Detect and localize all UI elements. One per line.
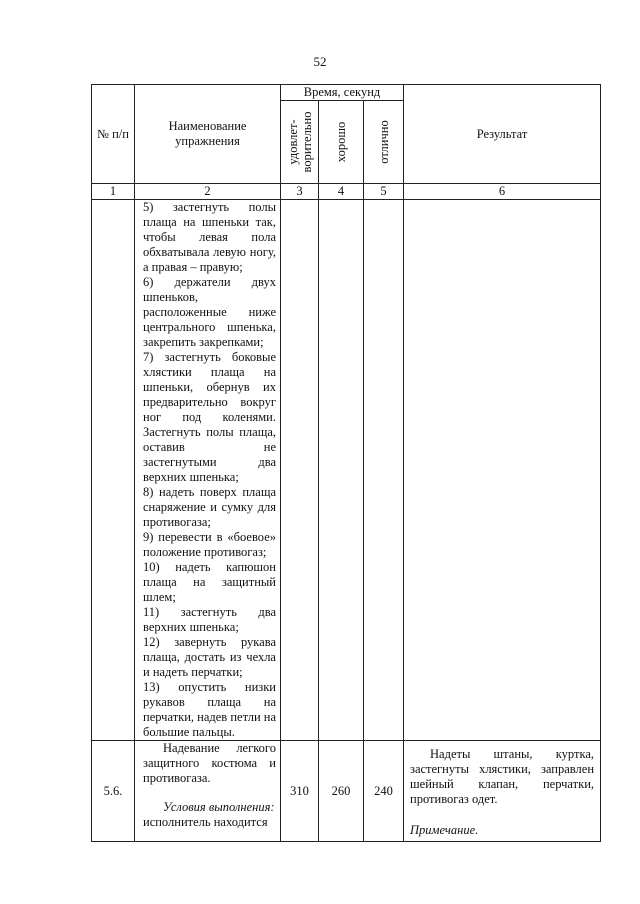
step-item: 8) надеть поверх плаща снаряжение и сумку для противогаза;	[143, 485, 276, 529]
row-num: 5.6.	[92, 741, 135, 842]
header-result: Результат	[404, 85, 601, 184]
step-item: 12) завернуть рукава плаща, достать из чехла и надеть перчатки;	[143, 635, 276, 679]
column-number: 3	[281, 184, 319, 200]
result-text: Надеты штаны, куртка, застегнуты хлястики, заправлен шейный клапан, перчатки, противогаз одет.	[410, 747, 595, 806]
header-excellent: отлично	[364, 101, 404, 184]
column-number: 4	[319, 184, 364, 200]
step-item: 10) надеть капюшон плаща на защитный шлем;	[143, 560, 276, 604]
row-name	[135, 741, 281, 842]
column-number: 2	[135, 184, 281, 200]
value-satisfactory: 310	[281, 741, 319, 842]
header-time-group: Время, секунд	[281, 85, 404, 101]
exercise-table	[91, 84, 601, 842]
page-number: 52	[313, 54, 327, 69]
value-good: 260	[319, 741, 364, 842]
conditions-label: Условия выполнения:	[163, 800, 275, 814]
step-item: 6) держатели двух шпеньков, расположенные ниже центрального шпенька, закрепить закрепками;	[143, 275, 276, 349]
column-number: 1	[92, 184, 135, 200]
header-name: Наименование упражнения	[135, 85, 281, 184]
header-good: хорошо	[319, 101, 364, 184]
step-item: 13) опустить низки рукавов плаща на перчатки, надев петли на большие пальцы.	[143, 680, 277, 739]
step-item: 5) застегнуть полы плаща на шпеньки так, чтобы левая пола обхватывала левую ногу, а правая – правую;	[143, 200, 276, 274]
continuation-row	[92, 200, 601, 741]
header-satisfactory: удовлет-ворительно	[281, 101, 319, 184]
step-item: 7) застегнуть боковые хлястики плаща на шпеньки, обернув их предварительно вокруг ног под коленями. Застегнуть полы плаща, оставив не застегнутыми два верхних шпенька;	[143, 350, 276, 484]
row-result	[404, 741, 601, 842]
continuation-steps	[135, 200, 281, 741]
note-label: Примечание.	[410, 823, 479, 837]
step-item: 11) застегнуть два верхних шпенька;	[143, 605, 276, 634]
exercise-name: Надевание легкого защитного костюма и противогаза.	[143, 741, 276, 785]
value-excellent: 240	[364, 741, 404, 842]
step-item: 9) перевести в «боевое» положение противогаз;	[143, 530, 276, 559]
column-number: 5	[364, 184, 404, 200]
column-numbers-row	[92, 184, 601, 200]
row-5-6	[92, 741, 601, 842]
column-number: 6	[404, 184, 601, 200]
conditions-text: исполнитель находится	[143, 815, 268, 829]
header-num: № п/п	[92, 85, 135, 184]
